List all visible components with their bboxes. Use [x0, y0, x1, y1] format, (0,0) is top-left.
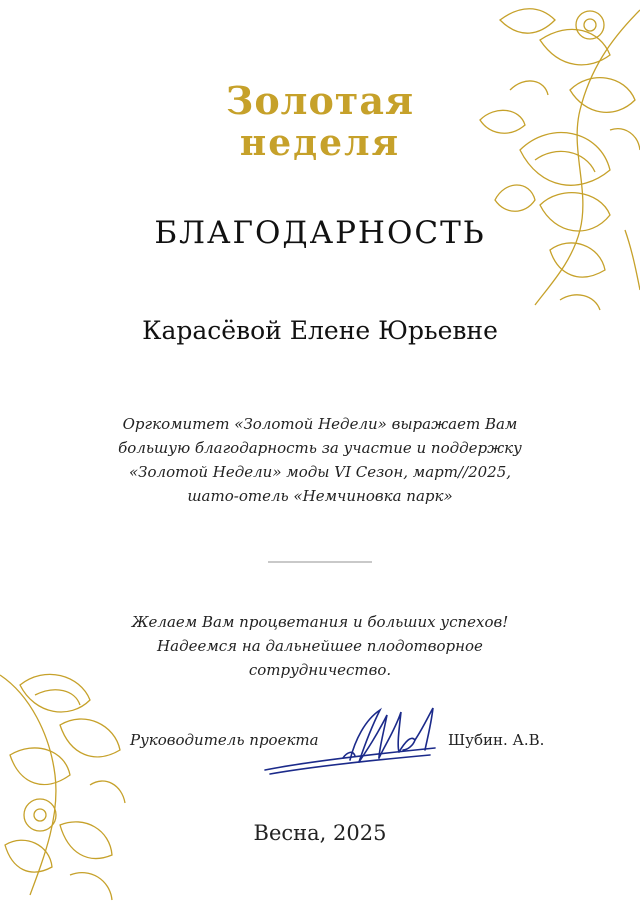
message-line: шато-отель «Немчиновка парк» — [187, 487, 453, 505]
floral-corner-bottom-left-icon — [0, 655, 130, 905]
message-line: Оргкомитет «Золотой Недели» выражает Вам — [122, 415, 518, 433]
wishes-line: Надеемся на дальнейшее плодотворное — [157, 637, 483, 655]
message-line: «Золотой Недели» моды VI Сезон, март//2025, — [128, 463, 512, 481]
wishes-line: Желаем Вам процветания и больших успехов! — [131, 613, 509, 631]
divider — [268, 561, 372, 563]
handwritten-signature-icon — [255, 700, 445, 785]
signer-role: Руководитель проекта — [130, 731, 319, 749]
document-title: БЛАГОДАРНОСТЬ — [154, 215, 486, 251]
recipient-name: Карасёвой Елене Юрьевне — [142, 316, 498, 345]
gratitude-message — [80, 412, 560, 508]
brand-title-line1: Золотая — [225, 78, 415, 123]
signer-name: Шубин. А.В. — [448, 731, 545, 749]
wishes-message — [80, 610, 560, 682]
brand-title-line2: неделя — [239, 122, 401, 164]
wishes-line: сотрудничество. — [248, 661, 392, 679]
issue-date: Весна, 2025 — [253, 821, 387, 845]
message-line: большую благодарность за участие и поддержку — [118, 439, 522, 457]
